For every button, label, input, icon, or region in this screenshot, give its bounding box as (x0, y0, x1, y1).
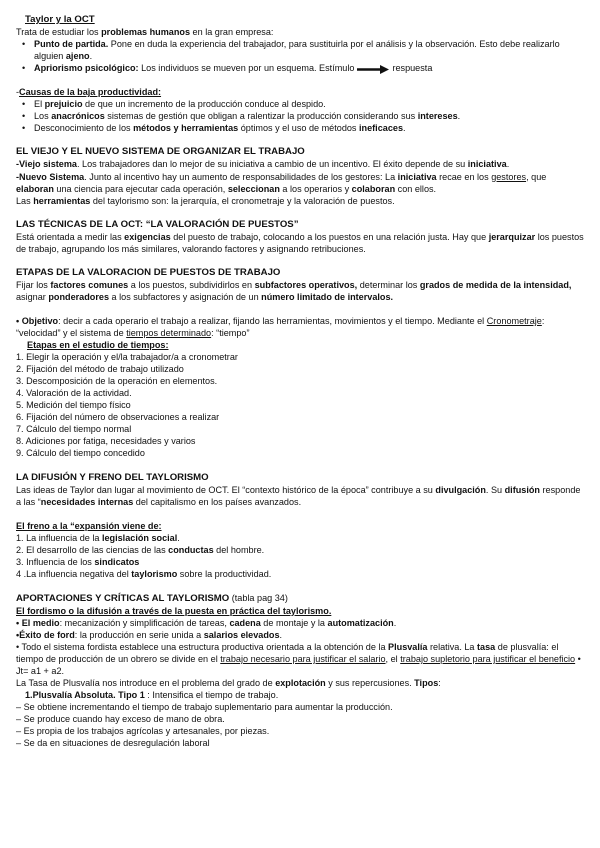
freno-list (16, 532, 584, 580)
section-heading-tecnicas: LAS TÉCNICAS DE LA OCT: “LA VALORACIÓN DE PUESTOS” (16, 218, 299, 230)
viejo-paragraph: -Viejo sistema. Los trabajadores dan lo mejor de su iniciativa a cambio de un incentivo. El éxito depende de su iniciativa. (16, 159, 510, 170)
list-item: • Los anacrónicos sistemas de gestión que obligan a ralentizar la producción considerando sus intereses. (34, 110, 584, 122)
section-heading-difusion: LA DIFUSIÓN Y FRENO DEL TAYLORISMO (16, 471, 209, 483)
estudio-list (16, 351, 584, 459)
medio-paragraph: • El medio: mecanización y simplificación de tareas, cadena de montaje y la automatización. (16, 617, 397, 628)
difusion-paragraph: Las ideas de Taylor dan lugar al movimiento de OCT. El “contexto histórico de la época” contribuye a su divulgación. Su difusión responde a las “necesidades internas del capitalismo en los países avanzados. (16, 484, 581, 507)
list-item: 9. Cálculo del tiempo concedido (16, 448, 145, 459)
list-item: 3. Descomposición de la operación en elementos. (16, 376, 218, 387)
list-item: – Se produce cuando hay exceso de mano de obra. (16, 714, 225, 725)
freno-heading: El freno a la “expansión viene de: (16, 520, 162, 531)
nuevo-paragraph: -Nuevo Sistema. Junto al incentivo hay un aumento de responsabilidades de los gestores: La iniciativa recae en los gestores, que elaboran una ciencia para ejecutar cada operación, seleccionan a los operarios y colaboran con ellos. (16, 171, 547, 194)
list-item: 2. El desarrollo de las ciencias de las conductas del hombre. (16, 544, 265, 555)
list-item: • El prejuicio de que un incremento de la producción conduce al despido. (34, 98, 584, 110)
exito-paragraph: •Éxito de ford: la producción en serie unida a salarios elevados. (16, 630, 283, 641)
tasa-paragraph: La Tasa de Plusvalía nos introduce en el problema del grado de explotación y sus repercusiones. Tipos: (16, 678, 441, 689)
list-item: 2. Fijación del método de trabajo utilizado (16, 364, 184, 375)
list-item: – Se obtiene incrementando el tiempo de trabajo suplementario para aumentar la producción. (16, 702, 393, 713)
list-item: • Apriorismo psicológico: Los individuos se mueven por un esquema. Estímulo respuesta (34, 62, 584, 74)
herramientas-paragraph: Las herramientas del taylorismo son: la jerarquía, el cronometraje y la valoración de puestos. (16, 195, 395, 206)
intro-paragraph: Trata de estudiar los problemas humanos en la gran empresa: (16, 27, 274, 38)
intro-bullets (16, 38, 584, 74)
list-item: 1. La influencia de la legislación social. (16, 532, 180, 543)
estudio-heading: Etapas en el estudio de tiempos: (27, 340, 169, 351)
list-item: – Es propia de los trabajos agrícolas y artesanales, por piezas. (16, 726, 270, 737)
list-item: 1. Elegir la operación y el/la trabajador/a a cronometrar (16, 352, 238, 363)
list-item: 6. Fijación del número de observaciones a realizar (16, 412, 220, 423)
list-item: 5. Medición del tiempo físico (16, 400, 131, 411)
etapas-paragraph: Fijar los factores comunes a los puestos, subdividirlos en subfactores operativos, determinar los grados de medida de la intensidad, asignar ponderadores a los subfactores y asignación de un número limitado de intervalos. (16, 279, 572, 302)
tecnicas-paragraph: Está orientada a medir las exigencias del puesto de trabajo, colocando a los puestos en una relación justa. Hay que jerarquizar los puestos de trabajo, agrupando los más similares, valorando factores y asignando retribuciones. (16, 231, 584, 254)
list-item: 3. Influencia de los sindicatos (16, 556, 140, 567)
causes-heading: -Causas de la baja productividad: (16, 87, 162, 98)
list-item: 4 .La influencia negativa del taylorismo sobre la productividad. (16, 568, 272, 579)
absoluta-heading: 1.Plusvalía Absoluta. Tipo 1 : Intensifica el tiempo de trabajo. (25, 690, 279, 701)
list-item: 7. Cálculo del tiempo normal (16, 424, 132, 435)
fordismo-subheading: El fordismo o la difusión a través de la puesta en práctica del taylorismo. (16, 605, 332, 616)
arrow-right-icon (356, 64, 390, 74)
list-item: 8. Adiciones por fatiga, necesidades y varios (16, 436, 196, 447)
objetivo-paragraph: • Objetivo: decir a cada operario el trabajo a realizar, fijando las herramientas, movimientos y el tiempo. Mediante el Cronometraje: “velocidad” y el sistema de tiempos determinado: “tiempo” (16, 315, 545, 338)
section-heading-aportaciones: APORTACIONES Y CRÍTICAS AL TAYLORISMO (tabla pag 34) (16, 592, 288, 604)
sistema-paragraph: • Todo el sistema fordista establece una estructura productiva orientada a la obtención de la Plusvalía relativa. La tasa de plusvalía: el tiempo de producción de un obrero se divide en el trabajo necesario para justificar el salario, el trabajo supletorio para justificar el beneficio • Jt= a1 + a2. (16, 642, 581, 677)
section-heading-viejo-nuevo: EL VIEJO Y EL NUEVO SISTEMA DE ORGANIZAR EL TRABAJO (16, 146, 305, 158)
list-item: 4. Valoración de la actividad. (16, 388, 132, 399)
section-heading-etapas: ETAPAS DE LA VALORACION DE PUESTOS DE TRABAJO (16, 266, 281, 278)
list-item: • Punto de partida. Pone en duda la experiencia del trabajador, para sustituirla por el análisis y la observación. Esto debe realizarlo alguien ajeno. (34, 38, 584, 62)
list-item: – Se da en situaciones de desregulación laboral (16, 738, 210, 749)
list-item: • Desconocimiento de los métodos y herramientas óptimos y el uso de métodos ineficaces. (34, 122, 584, 134)
doc-title: Taylor y la OCT (25, 14, 95, 25)
causes-list (16, 98, 584, 134)
